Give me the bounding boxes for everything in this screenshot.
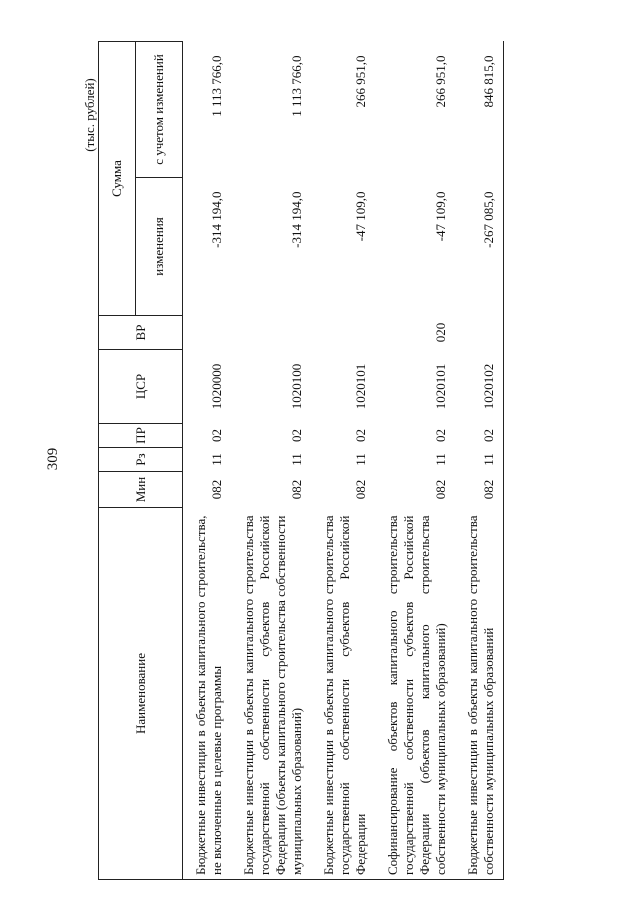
header-change: изменения [136, 178, 183, 316]
header-with-change: с учетом изменений [136, 42, 183, 178]
budget-table-rotated [98, 42, 630, 880]
row-total: 846 815,0 [455, 42, 504, 178]
row-csr: 1020100 [289, 363, 304, 410]
row-pr: 02 [289, 429, 304, 442]
row-change: -314 194,0 [209, 191, 224, 248]
table-row [311, 42, 375, 880]
row-csr: 1020102 [455, 350, 504, 424]
row-change: -47 109,0 [433, 191, 448, 242]
row-min: 082 [353, 479, 368, 500]
row-csr: 1020101 [353, 363, 368, 410]
table-row [231, 42, 311, 880]
header-sum: Сумма [99, 42, 136, 316]
row-total: 1 113 766,0 [289, 55, 304, 117]
header-name: Наименование [99, 508, 183, 880]
row-vr [183, 316, 232, 350]
row-pr: 02 [455, 424, 504, 448]
row-rz: 11 [433, 453, 448, 466]
row-vr [231, 316, 311, 350]
row-csr: 1020000 [209, 363, 224, 410]
row-min: 082 [455, 472, 504, 508]
unit-note: (тыс. рублей) [82, 78, 97, 152]
table-row [455, 42, 504, 880]
row-name: Бюджетные инвестиции в объекты капитального строительства государственной собственности субъектов Российской Федерации [311, 508, 375, 880]
row-vr [311, 316, 375, 350]
header-min: Мин [99, 472, 183, 508]
row-csr: 1020101 [433, 363, 448, 410]
row-min: 082 [433, 479, 448, 500]
row-rz: 11 [289, 453, 304, 466]
table-row [183, 42, 232, 880]
row-name: Софинансирование объектов капитального строительства государственной собственности субъектов Российской Федерации (объектов капитального строительства собственности муниципальных образований) [375, 508, 455, 880]
page-number: 309 [45, 447, 61, 471]
row-name: Бюджетные инвестиции в объекты капитального строительства, не включенные в целевые программы [183, 508, 232, 880]
header-vr: ВР [99, 316, 183, 350]
row-total: 1 113 766,0 [209, 55, 224, 117]
budget-table [98, 41, 504, 880]
row-vr: 020 [433, 322, 448, 343]
row-rz: 11 [209, 453, 224, 466]
row-change: -314 194,0 [289, 191, 304, 248]
row-pr: 02 [353, 429, 368, 442]
row-pr: 02 [209, 429, 224, 442]
row-vr [455, 316, 504, 350]
row-change: -47 109,0 [353, 191, 368, 242]
header-pr: ПР [99, 424, 183, 448]
row-rz: 11 [455, 448, 504, 472]
row-total: 266 951,0 [353, 55, 368, 108]
row-min: 082 [209, 479, 224, 500]
row-change: -267 085,0 [455, 178, 504, 316]
header-csr: ЦСР [99, 350, 183, 424]
row-total: 266 951,0 [433, 55, 448, 108]
row-name: Бюджетные инвестиции в объекты капитального строительства государственной собственности субъектов Российской Федерации (объекты капитального строительства собственности муниципальных образований) [231, 508, 311, 880]
header-rz: Рз [99, 448, 183, 472]
table-row [375, 42, 455, 880]
row-pr: 02 [433, 429, 448, 442]
row-rz: 11 [353, 453, 368, 466]
row-min: 082 [289, 479, 304, 500]
row-name: Бюджетные инвестиции в объекты капитального строительства собственности муниципальных образований [455, 508, 504, 880]
